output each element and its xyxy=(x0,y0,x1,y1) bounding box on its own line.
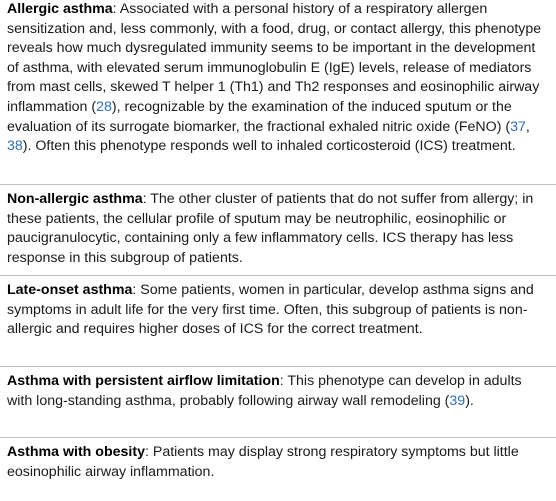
phenotype-description: ), recognizable by the examination of the induced sputum or the evaluation of its surrogate biomarker, the fractional exhaled nitric oxide (FeNO) ( xyxy=(7,98,512,135)
phenotype-description: , xyxy=(525,118,530,135)
table-row-non-allergic-asthma xyxy=(0,185,556,276)
phenotype-term: Asthma with obesity xyxy=(7,444,145,460)
phenotype-description: : This phenotype can develop in adults with long-standing asthma, probably following airway wall remodeling ( xyxy=(7,373,522,409)
table-row-late-onset-asthma xyxy=(0,276,556,367)
phenotype-description: : Some patients, women in particular, develop asthma signs and symptoms in adult life for the very first time. Often, this subgroup of patients is non-allergic and requires higher doses of ICS for the correct treatment. xyxy=(7,282,534,338)
citation-link[interactable]: 37 xyxy=(510,118,526,135)
table-row-allergic-asthma xyxy=(0,0,556,185)
citation-link[interactable]: 28 xyxy=(96,98,112,115)
phenotype-description: : The other cluster of patients that do not suffer from allergy; in these patients, the cellular profile of sputum may be neutrophilic, eosinophilic or paucigranulocytic, containing only a few inflammatory cells. ICS therapy has less response in this subgroup of patients. xyxy=(7,191,534,266)
phenotype-description: : Associated with a personal history of a respiratory allergen sensitization and, less commonly, with a food, drug, or contact allergy, this phenotype reveals how much dysregulated immunity seems to be important in the development of asthma, with elevated serum immunoglobulin E (IgE) levels, release of mediators from mast cells, skewed T helper 1 (Th1) and Th2 responses and eosinophilic airway inflammation ( xyxy=(7,1,542,115)
phenotype-term: Asthma with persistent airflow limitation xyxy=(7,373,280,389)
phenotype-description: ). xyxy=(465,392,474,409)
table-row-persistent-airflow-limitation xyxy=(0,367,556,438)
citation-link[interactable]: 38 xyxy=(7,138,23,155)
citation-link[interactable]: 39 xyxy=(449,392,466,409)
phenotype-term: Non-allergic asthma xyxy=(7,191,143,207)
phenotype-description: ). Often this phenotype responds well to inhaled corticosteroid (ICS) treatment. xyxy=(22,138,516,155)
table-row-asthma-with-obesity xyxy=(0,438,556,501)
phenotype-term: Late-onset asthma xyxy=(7,282,133,298)
phenotype-description: : Patients may display strong respiratory symptoms but little eosinophilic airway inflammation. xyxy=(7,444,519,480)
phenotype-term: Allergic asthma xyxy=(7,1,113,17)
